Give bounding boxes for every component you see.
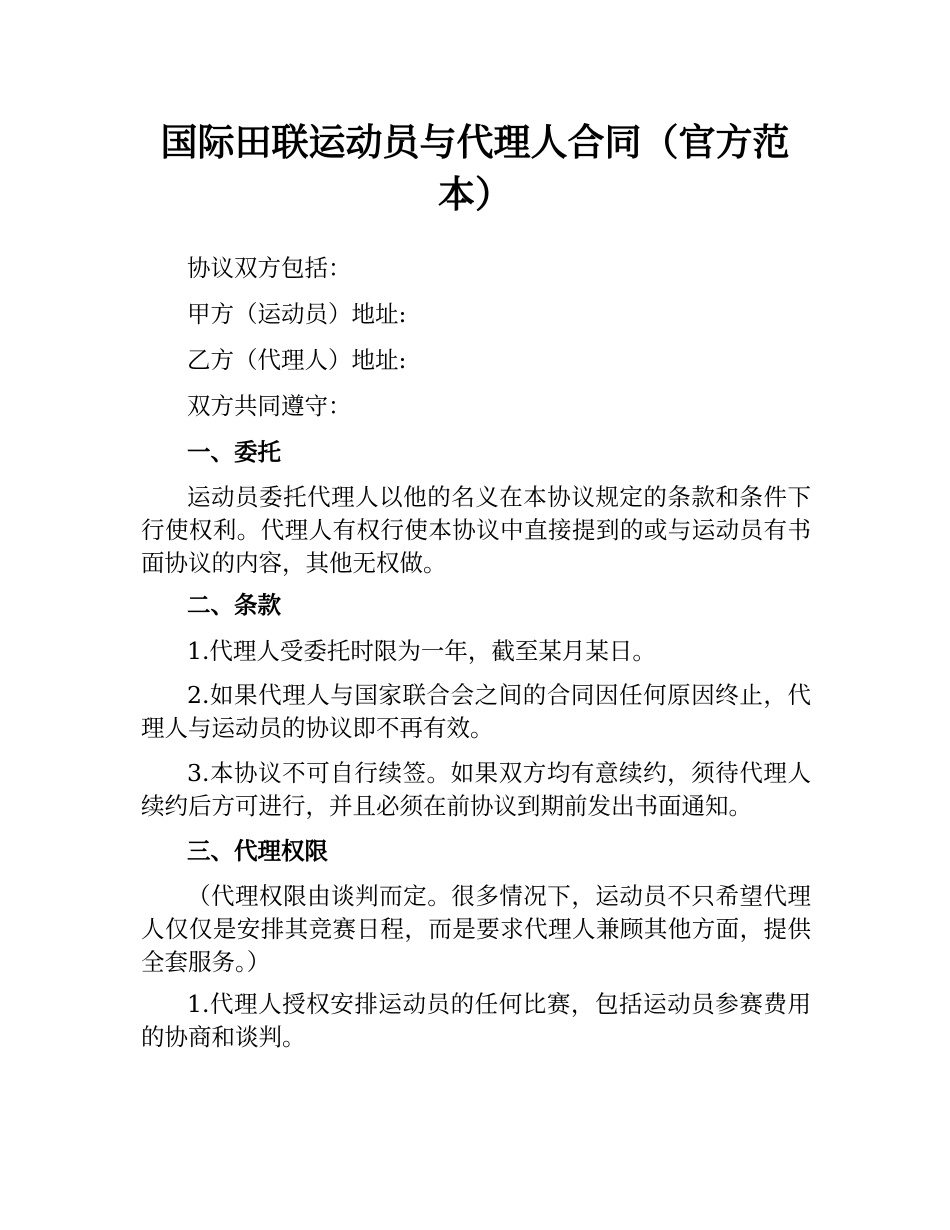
section3-item1: 1.代理人授权安排运动员的任何比赛，包括运动员参赛费用的协商和谈判。 (141, 990, 811, 1051)
section2-item3: 3.本协议不可自行续签。如果双方均有意续约，须待代理人续约后方可进行，并且必须在前协议到期前发出书面通知。 (141, 759, 811, 820)
section2-item2: 2.如果代理人与国家联合会之间的合同因任何原因终止，代理人与运动员的协议即不再有效。 (141, 681, 811, 742)
party-a-address: 甲方（运动员）地址: (187, 300, 407, 328)
party-b-address: 乙方（代理人）地址: (187, 346, 407, 374)
section2-heading: 二、条款 (187, 591, 281, 619)
section1-body: 运动员委托代理人以他的名义在本协议规定的条款和条件下行使权利。代理人有权行使本协议中直接提到的或与运动员有书面协议的内容，其他无权做。 (141, 483, 811, 577)
section2-item1: 1.代理人受委托时限为一年，截至某月某日。 (187, 637, 656, 665)
section3-note: （代理权限由谈判而定。很多情况下，运动员不只希望代理人仅仅是安排其竞赛日程，而是要求代理人兼顾其他方面，提供全套服务。） (141, 882, 811, 976)
section3-heading: 三、代理权限 (187, 837, 328, 865)
mutual-compliance: 双方共同遵守： (187, 392, 352, 420)
document-title: 国际田联运动员与代理人合同（官方范本） (160, 121, 790, 216)
parties-intro: 协议双方包括： (187, 254, 352, 282)
section1-heading: 一、委托 (187, 438, 281, 466)
